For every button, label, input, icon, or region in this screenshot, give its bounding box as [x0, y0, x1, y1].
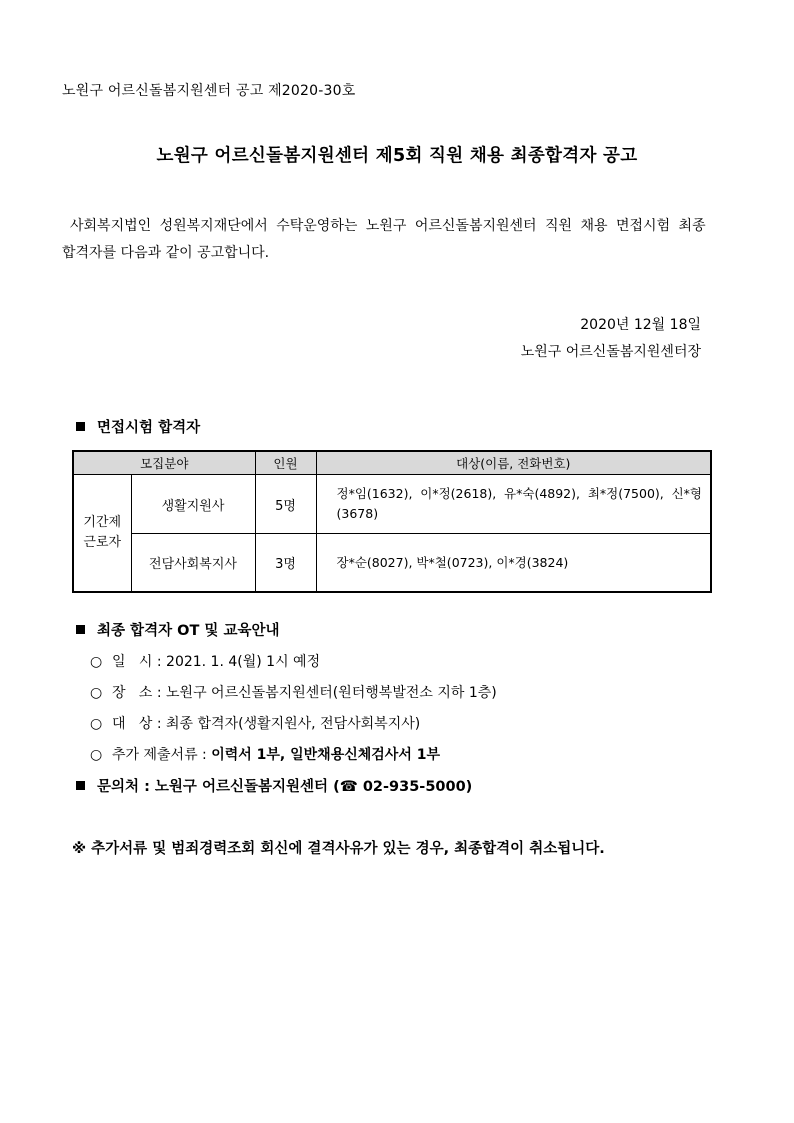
item-value: 이력서 1부, 일반채용신체검사서 1부	[211, 747, 440, 763]
intro-line-2: 합격자를 다음과 같이 공고합니다.	[62, 245, 270, 261]
notice-date: 2020년 12월 18일	[580, 317, 701, 333]
square-bullet-icon	[76, 422, 85, 431]
item-label: 추가 제출서류 :	[112, 747, 212, 763]
intro-paragraph	[62, 213, 717, 267]
table-row	[73, 475, 711, 534]
item-value: 최종 합격자(생활지원사, 전담사회복지사)	[166, 716, 421, 732]
targets-cell: 정*임(1632), 이*정(2618), 유*숙(4892), 최*정(7500), 신*형(3678)	[316, 475, 711, 534]
circle-bullet-icon: ○	[90, 654, 103, 670]
targets-cell: 장*순(8027), 박*철(0723), 이*경(3824)	[316, 534, 711, 593]
count-cell: 3명	[255, 534, 316, 593]
contact-text: 문의처 : 노원구 어르신돌봄지원센터 (☎ 02-935-5000)	[97, 779, 473, 795]
circle-bullet-icon: ○	[90, 716, 103, 732]
field-cell: 전담사회복지사	[131, 534, 255, 593]
orientation-item-documents	[90, 744, 440, 764]
table-row	[73, 534, 711, 593]
circle-bullet-icon: ○	[90, 685, 103, 701]
page-title: 노원구 어르신돌봄지원센터 제5회 직원 채용 최종합격자 공고	[156, 146, 638, 166]
section-title: 면접시험 합격자	[97, 420, 201, 436]
section-title: 최종 합격자 OT 및 교육안내	[97, 623, 280, 639]
notice-signer: 노원구 어르신돌봄지원센터장	[520, 344, 701, 360]
cancellation-note: ※ 추가서류 및 범죄경력조회 회신에 결격사유가 있는 경우, 최종합격이 취소됩니다.	[72, 841, 605, 857]
item-label: 장 소 :	[112, 685, 167, 701]
orientation-item-datetime	[90, 651, 320, 671]
intro-line-1: 사회복지법인 성원복지재단에서 수탁운영하는 노원구 어르신돌봄지원센터 직원 채용 면접시험 최종	[70, 218, 706, 234]
employment-type-cell: 기간제 근로자	[73, 475, 131, 593]
section-orientation-heading	[76, 619, 279, 640]
contact-line	[76, 775, 472, 796]
item-label: 대 상 :	[112, 716, 167, 732]
header-field: 모집분야	[73, 451, 255, 475]
header-targets: 대상(이름, 전화번호)	[316, 451, 711, 475]
count-cell: 5명	[255, 475, 316, 534]
orientation-item-place	[90, 682, 497, 702]
item-label: 일 시 :	[112, 654, 167, 670]
header-count: 인원	[255, 451, 316, 475]
orientation-item-target	[90, 713, 420, 733]
circle-bullet-icon: ○	[90, 747, 103, 763]
square-bullet-icon	[76, 781, 85, 790]
notice-reference-number: 노원구 어르신돌봄지원센터 공고 제2020-30호	[62, 83, 356, 99]
passers-table	[72, 450, 712, 593]
field-cell: 생활지원사	[131, 475, 255, 534]
table-header-row	[73, 451, 711, 475]
square-bullet-icon	[76, 625, 85, 634]
item-value: 노원구 어르신돌봄지원센터(원터행복발전소 지하 1층)	[166, 685, 497, 701]
section-interview-passers-heading	[76, 416, 200, 437]
item-value: 2021. 1. 4(월) 1시 예정	[166, 654, 321, 670]
